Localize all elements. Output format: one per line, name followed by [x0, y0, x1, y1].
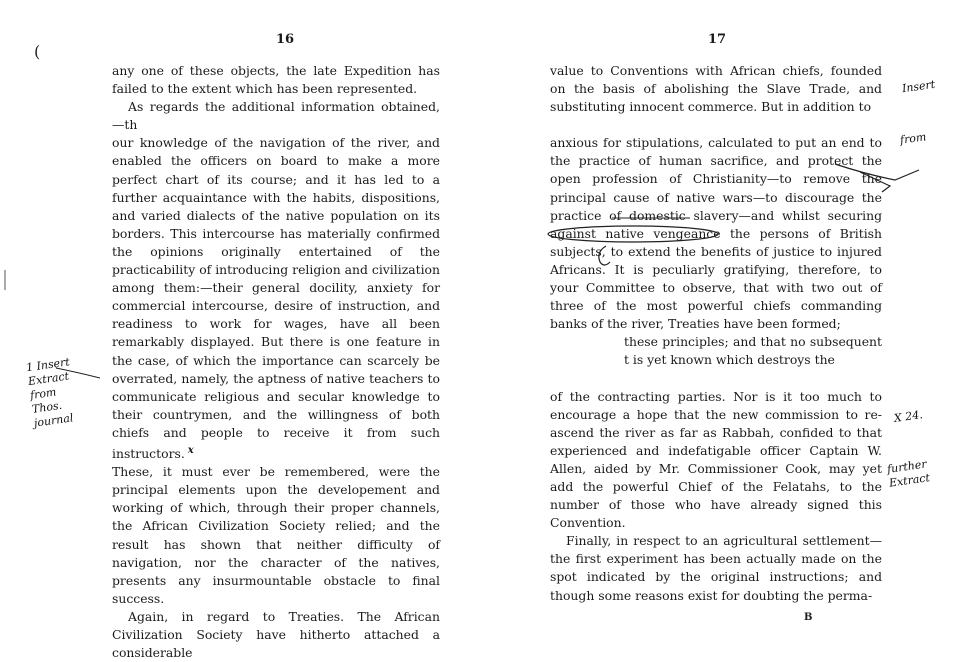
paragraph: any one of these objects, the late Expedition has failed to the extent which has been represented.: [112, 63, 440, 97]
right-page: [490, 0, 980, 658]
right-body-text: [550, 62, 882, 605]
signature-mark: B: [804, 612, 813, 623]
paragraph: value to Conventions with African chiefs, founded on the basis of abolishing the Slave Trade, and substituting innocent commerce. But in addition to: [550, 63, 882, 115]
paragraph-text: our knowledge of the navigation of the river, and enabled the officers on board to make a more perfect chart of its course; and it has led to a further acquaintance with the habits, dispositions, and varied dialects of the native population on its borders. This intercourse has materially confirmed the opinions originally entertained of the practicability of introducing religion and civilization among them:—their general docility, anxiety for commercial intercourse, desire of instruction, and readiness to work for wages, have all been remarkably displayed. But there is one feature in the case, of which the importance can scarcely be overrated, namely, the aptness of native teachers to communicate religious and secular knowledge to their countrymen, and the willingness of both chiefs and people to receive it from such instructors.: [112, 135, 440, 462]
paragraph: Again, in regard to Treaties. The African Civilization Society have hitherto attached a considerable: [112, 608, 440, 661]
paragraph: anxious for stipulations, calculated to put an end to the practice of human sacrifice, and protect the open profession of Christianity—to remove the principal cause of native wars—to discourage the practice of domestic slavery—and whilst securing against native vengeance the persons of British subjects, to extend the benefits of justice to injured Africans. It is peculiarly gratifying, therefore, to your Committee to observe, that with two out of three of the most powerful chiefs commanding banks of the river, Treaties have been formed;: [550, 135, 882, 332]
page-number: 16: [276, 32, 295, 47]
handwritten-margin-note: X 24.: [893, 408, 924, 425]
paragraph: Finally, in respect to an agricultural settlement—the first experiment has been actually made on the spot indicated by the original instructions; and though some reasons exist for doubting the perma-: [550, 533, 882, 603]
paragraph: These, it must ever be remembered, were the principal elements upon the developement and working of which, through their proper channels, the African Civilization Society relied; and the result has shown that neither difficulty of navigation, nor the character of the natives, presents any insurmountable obstacle to final success.: [112, 464, 440, 606]
handwritten-margin-note: further Extract: [886, 457, 931, 490]
handwritten-margin-note: from: [899, 130, 928, 147]
left-page: [0, 0, 490, 661]
paragraph: [112, 134, 440, 463]
page-number: 17: [708, 32, 727, 47]
left-body-text: [112, 62, 440, 662]
paragraph: As regards the additional information obtained, —th: [112, 99, 440, 133]
caret-mark: x: [187, 444, 194, 456]
handwritten-margin-note: Insert: [901, 77, 936, 96]
paragraph: of the contracting parties. Nor is it too much to encourage a hope that the new commission to re-ascend the river as far as Rabbah, confided to that experienced and indefatigable officer Captain W. Allen, aided by Mr. Commissioner Cook, may yet add the powerful Chief of the Felatahs, to the number of those who have already signed this Convention.: [550, 388, 882, 531]
paragraph: these principles; and that no subsequent t is yet known which destroys the: [624, 334, 882, 368]
handwritten-margin-note: 1 Insert Extract from Thos. journal: [25, 355, 75, 430]
corner-mark: (: [34, 42, 41, 61]
